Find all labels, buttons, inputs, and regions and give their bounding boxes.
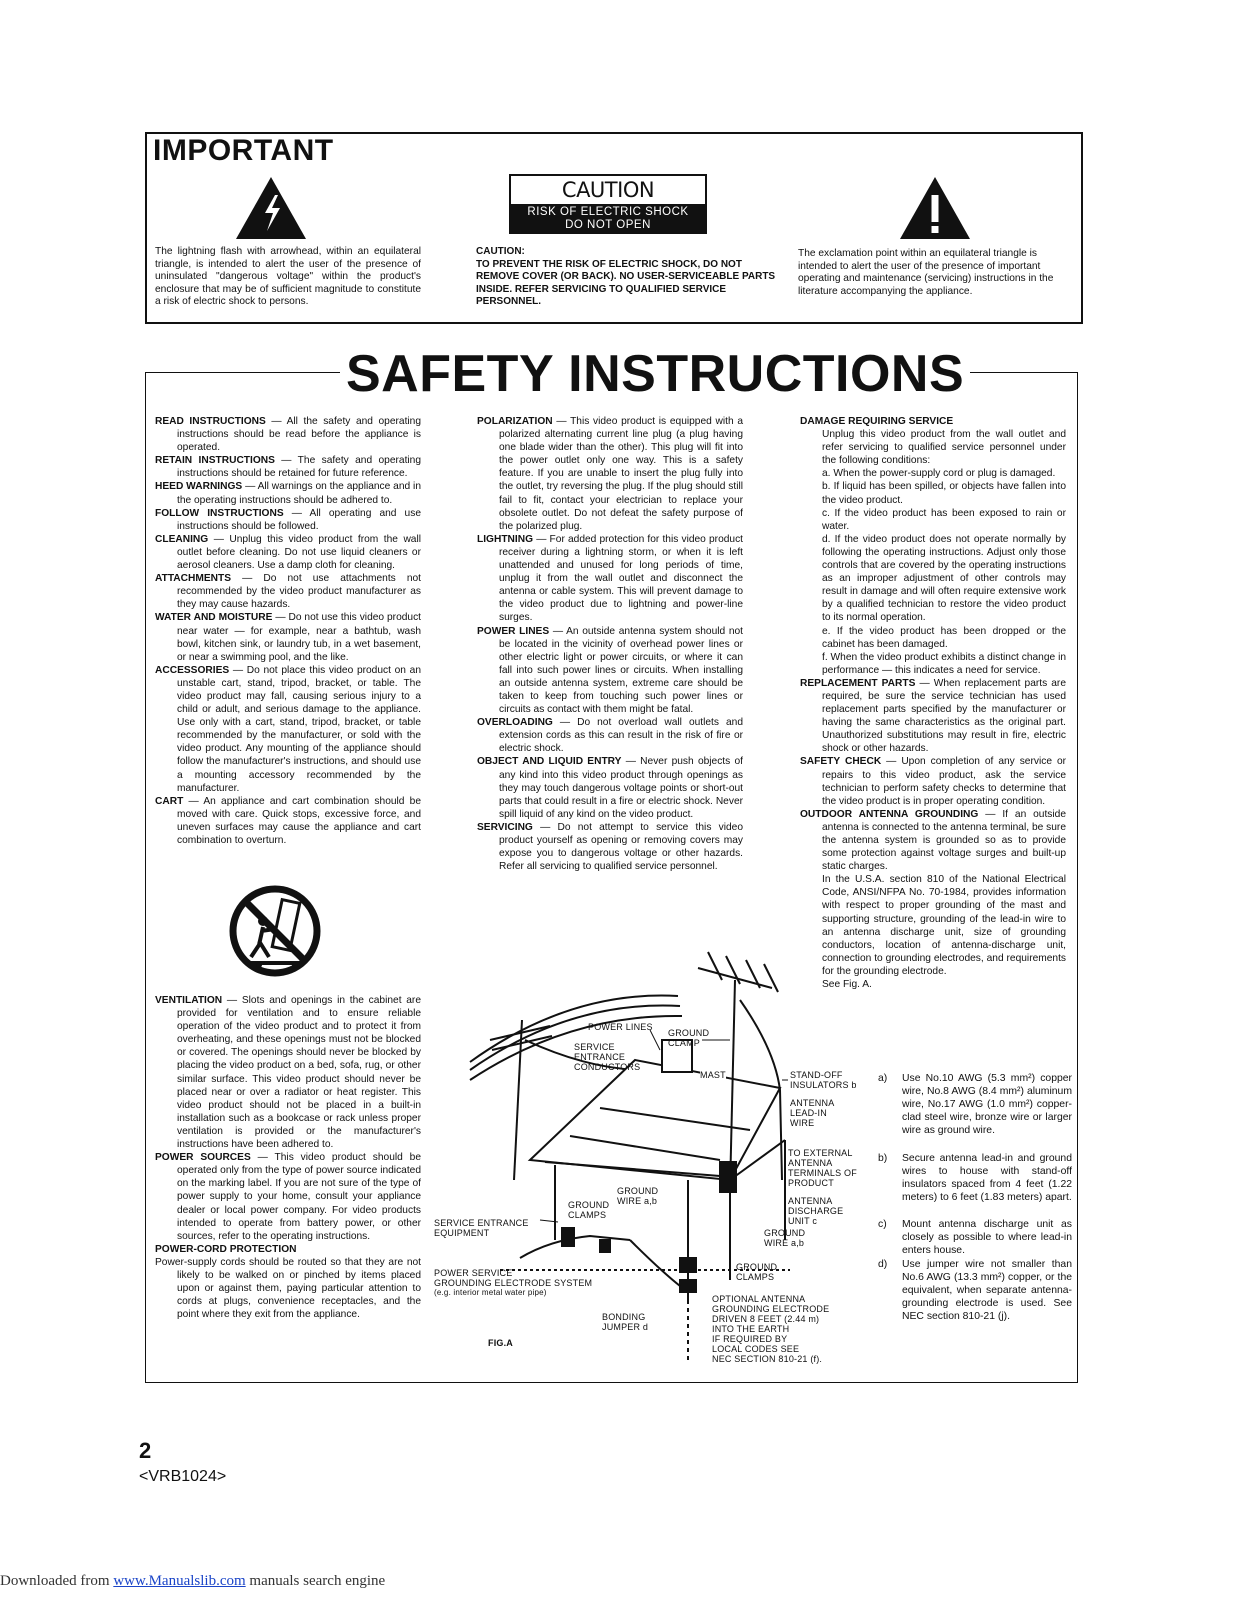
label-toext-line2: ANTENNA [788, 1158, 833, 1168]
instruction-paragraph [800, 507, 1066, 533]
note-d-letter: d) [878, 1259, 888, 1270]
caution-bar-line2: DO NOT OPEN [565, 219, 651, 231]
label-discharge-line1: ANTENNA [788, 1196, 833, 1206]
note-b-letter: b) [878, 1153, 888, 1164]
instruction-paragraph [477, 821, 743, 873]
label-ground-clamp-line1: GROUND [668, 1028, 710, 1038]
instruction-text: Power-supply cords should be routed so that they are not likely to be walked on or pinched by items placed upon or against them, paying particular attention to cords at plugs, convenience receptacles, and the point where they exit from the appliance. [155, 1256, 421, 1321]
label-discharge-line2: DISCHARGE [788, 1206, 844, 1216]
instruction-paragraph [800, 808, 1066, 873]
figure-caption: FIG.A [488, 1338, 513, 1348]
instruction-paragraph [155, 1243, 421, 1256]
safety-title: SAFETY INSTRUCTIONS [340, 344, 970, 404]
caution-body: TO PREVENT THE RISK OF ELECTRIC SHOCK, DO NOT REMOVE COVER (OR BACK). NO USER-SERVICEABLE PARTS INSIDE. REFER SERVICING TO QUALIFIED SERVICE PERSONNEL. [476, 258, 776, 308]
label-psg-line3: (e.g. interior metal water pipe) [434, 1288, 547, 1297]
caution-heading: CAUTION: [476, 246, 525, 257]
label-service-line3: CONDUCTORS [574, 1062, 641, 1072]
label-leadin-line2: LEAD-IN [790, 1108, 827, 1118]
label-groundclamps-line2: CLAMPS [568, 1210, 607, 1220]
instruction-paragraph [155, 611, 421, 663]
label-power-service-grounding [434, 1268, 592, 1298]
instruction-paragraph [155, 507, 421, 533]
label-ground-wire-2 [764, 1228, 805, 1248]
download-footer [0, 1573, 385, 1590]
exclamation-warning-icon [898, 175, 972, 241]
label-gclamps2-line1: GROUND [736, 1262, 778, 1272]
label-toext-line1: TO EXTERNAL [788, 1148, 853, 1158]
instruction-text: — Do not place this video product on an unstable cart, stand, tripod, bracket, or table. The video product may fall, causing serious injury to a child or adult, and serious damage to the appliance. Use only with a cart, stand, tripod, bracket, or table recommended by the manufacturer, or sold with the video product. Any mounting of the appliance should follow the manufacturer's instructions, and should use a mounting accessory recommended by the manufacturer. [177, 664, 421, 794]
instruction-text: — For added protection for this video product receiver during a lightning storm, or when it is left unattended and unused for long periods of time, unplug it from the wall outlet and disconnect the antenna or cable system. This will prevent damage to the video product due to lightning and power-line surges. [499, 533, 743, 624]
instruction-paragraph [477, 415, 743, 533]
label-mast: MAST [700, 1070, 726, 1080]
instruction-text: c. If the video product has been exposed to rain or water. [822, 507, 1066, 532]
instruction-paragraph [800, 467, 1066, 480]
label-gwire2-line1: GROUND [764, 1228, 806, 1238]
label-standoff-line1: STAND-OFF [790, 1070, 843, 1080]
label-optional-line4: INTO THE EARTH [712, 1324, 790, 1334]
frame-left [145, 372, 146, 1382]
instruction-text: — This video product is equipped with a polarized alternating current line plug (a plug having one blade wider than the other). This plug will fit into the power outlet only one way. This is a safety feature. If you are unable to insert the plug fully into the outlet, try reversing the plug. If the plug should still fail to fit, contact your electrician to replace your obsolete outlet. Do not defeat the safety purpose of the polarized plug. [499, 416, 743, 532]
title-rule-left [145, 372, 345, 373]
label-optional-line7: NEC SECTION 810-21 (f). [712, 1354, 823, 1364]
instruction-text: b. If liquid has been spilled, or objects have fallen into the video product. [822, 481, 1066, 506]
instruction-paragraph [800, 625, 1066, 651]
instruction-text: d. If the video product does not operate normally by following the operating instructions. Adjust only those controls that are covered by the operating instructions as an improper adjustment of other controls may result in damage and will often require extensive work by a qualified technician to restore the video product to its normal operation. [822, 533, 1066, 624]
instruction-text: — The safety and operating instructions should be retained for future reference. [177, 455, 421, 480]
caution-label: CAUTION [509, 174, 707, 206]
label-ground-clamps-2 [736, 1262, 777, 1282]
instruction-text: — Slots and openings in the cabinet are provided for ventilation and to ensure reliable operation of the video product and to protect it from overheating, and these openings must not be blocked or covered. The openings should never be blocked by placing the video product on a bed, sofa, rug, or other similar surface. This video product should never be placed near or over a radiator or heat register. This video product should not be placed in a built-in installation such as a bookcase or rack unless proper ventilation is provided or the manufacturer's instructions have been adhered to. [177, 995, 421, 1151]
instruction-heading: ACCESSORIES [155, 664, 230, 676]
label-optional-line6: LOCAL CODES SEE [712, 1344, 800, 1354]
instruction-heading: OUTDOOR ANTENNA GROUNDING [800, 808, 979, 820]
lightning-note: The lightning flash with arrowhead, within an equilateral triangle, is intended to alert the user of the presence of uninsulated "dangerous voltage" within the product's enclosure that may be of sufficient magnitude to constitute a risk of electric shock to persons. [155, 246, 421, 308]
instruction-heading: OBJECT AND LIQUID ENTRY [477, 756, 622, 768]
instruction-paragraph [800, 755, 1066, 807]
instruction-text: Unplug this video product from the wall outlet and refer servicing to qualified service personnel under the following conditions: [822, 429, 1066, 467]
label-service-entrance-conductors [574, 1042, 640, 1072]
instruction-heading: CLEANING [155, 533, 209, 545]
instruction-text: — All warnings on the appliance and in the operating instructions should be adhered to. [177, 481, 421, 506]
cart-tipover-warning-icon [229, 885, 321, 977]
label-svc-equip-line2: EQUIPMENT [434, 1228, 490, 1238]
label-svc-equip-line1: SERVICE ENTRANCE [434, 1218, 529, 1228]
column-1-bottom [155, 994, 421, 1321]
label-power-lines: POWER LINES [588, 1022, 653, 1032]
instruction-paragraph [477, 625, 743, 717]
instruction-paragraph [800, 677, 1066, 756]
footer-suffix: manuals search engine [245, 1573, 386, 1589]
frame-right [1077, 372, 1078, 1382]
instruction-heading: READ INSTRUCTIONS [155, 416, 266, 427]
instruction-text: — All the safety and operating instructions should be read before the appliance is operated. [177, 416, 421, 454]
instruction-paragraph [800, 415, 1066, 428]
instruction-paragraph [155, 664, 421, 795]
instruction-heading: RETAIN INSTRUCTIONS [155, 455, 275, 467]
label-service-equipment [434, 1218, 529, 1238]
label-optional-line1: OPTIONAL ANTENNA [712, 1294, 806, 1304]
instruction-heading: DAMAGE REQUIRING SERVICE [800, 416, 954, 427]
instruction-heading: CART [155, 795, 184, 807]
label-leadin-line3: WIRE [790, 1118, 815, 1128]
instruction-heading: REPLACEMENT PARTS [800, 677, 916, 689]
label-discharge-line3: UNIT c [788, 1216, 818, 1226]
instruction-text: See Fig. A. [822, 979, 872, 991]
note-a-text: Use No.10 AWG (5.3 mm²) copper wire, No.8 AWG (8.4 mm²) aluminum wire, No.17 AWG (1.0 mm²) copper-clad steel wire, bronze wire or larger wire as ground wire. [902, 1073, 1072, 1137]
label-leadin-line1: ANTENNA [790, 1098, 835, 1108]
note-b-text: Secure antenna lead-in and ground wires to house with stand-off insulators spaced from 4 feet (1.22 meters) to 6 feet (1.83 meters) apart. [902, 1153, 1072, 1204]
instruction-paragraph [800, 533, 1066, 625]
lightning-warning-icon [234, 175, 308, 241]
instruction-paragraph [800, 480, 1066, 506]
label-groundwire-line2: WIRE a,b [617, 1196, 658, 1206]
instruction-text: — All operating and use instructions should be followed. [177, 507, 421, 532]
label-ground-clamp [668, 1028, 709, 1048]
label-discharge-unit [788, 1196, 843, 1226]
label-service-line1: SERVICE [574, 1042, 615, 1052]
instruction-heading: FOLLOW INSTRUCTIONS [155, 507, 284, 519]
label-to-external [788, 1148, 857, 1188]
instruction-text: In the U.S.A. section 810 of the National Electrical Code, ANSI/NFPA No. 70-1984, provides information with respect to proper grounding of the mast and supporting structure, grounding of the lead-in wire to an antenna discharge unit, size of grounding conductors, location of antenna-discharge unit, connection to grounding electrodes, and requirements for the grounding electrode. [822, 874, 1066, 977]
instruction-paragraph [477, 533, 743, 625]
instruction-paragraph [155, 454, 421, 480]
label-ground-clamp-line2: CLAMP [668, 1038, 701, 1048]
caution-text-block [476, 246, 776, 309]
important-title: IMPORTANT [153, 134, 334, 167]
instruction-heading: POLARIZATION [477, 416, 553, 427]
note-c-letter: c) [878, 1219, 887, 1230]
label-gwire2-line2: WIRE a,b [764, 1238, 805, 1248]
instruction-text: — When replacement parts are required, be sure the service technician has used replacement parts specified by the manufacturer or having the same characteristics as the original part. Unauthorized substitutions may result in fire, electric shock or other hazards. [822, 677, 1066, 755]
label-bonding-jumper [602, 1312, 648, 1332]
instruction-heading: POWER LINES [477, 625, 550, 637]
label-optional-line2: GROUNDING ELECTRODE [712, 1304, 830, 1314]
label-optional-electrode [712, 1294, 829, 1364]
instruction-text: — An outside antenna system should not be located in the vicinity of overhead power lines or other electric light or power circuits, or where it can fall into such power lines or circuits. When installing an outside antenna system, extreme care should be taken to keep from touching such power lines or circuits as contact with them might be fatal. [499, 625, 743, 716]
label-leadin [790, 1098, 834, 1128]
column-1-top [155, 415, 421, 847]
instruction-paragraph [155, 1151, 421, 1243]
instruction-paragraph [155, 533, 421, 572]
instruction-paragraph [477, 755, 743, 820]
caution-bar-line1: RISK OF ELECTRIC SHOCK [527, 206, 689, 218]
label-service-line2: ENTRANCE [574, 1052, 626, 1062]
instruction-text: — This video product should be operated only from the type of power source indicated on the marking label. If you are not sure of the type of power supply to your home, consult your appliance dealer or local power company. For video products intended to operate from battery power, or other sources, refer to the operating instructions. [177, 1152, 422, 1242]
instruction-heading: ATTACHMENTS [155, 573, 232, 585]
exclamation-note: The exclamation point within an equilateral triangle is intended to alert the user of the presence of important operating and maintenance (servicing) instructions in the literature accompanying the appliance. [798, 248, 1054, 297]
instruction-text: — Do not use this video product near water — for example, near a bathtub, wash bowl, kitchen sink, or laundry tub, in a wet basement, or near a swimming pool, and the like. [177, 612, 421, 663]
label-gclamps2-line2: CLAMPS [736, 1272, 775, 1282]
instruction-heading: POWER SOURCES [155, 1152, 251, 1164]
label-bonding-line2: JUMPER d [602, 1322, 649, 1332]
label-psg-line1: POWER SERVICE [434, 1268, 513, 1278]
label-standoff [790, 1070, 857, 1090]
instruction-text: e. If the video product has been dropped or the cabinet has been damaged. [822, 625, 1066, 650]
label-ground-clamps [568, 1200, 609, 1220]
instruction-heading: VENTILATION [155, 995, 223, 1006]
instruction-text: — Upon completion of any service or repairs to this video product, ask the service technician to perform safety checks to determine that the video product is in proper operating condition. [822, 756, 1067, 807]
instruction-heading: OVERLOADING [477, 717, 553, 729]
instruction-text: — Do not overload wall outlets and extension cords as this can result in the risk of fire or electric shock. [499, 717, 743, 755]
label-groundclamps-line1: GROUND [568, 1200, 610, 1210]
instruction-paragraph [155, 1256, 421, 1321]
page-number: 2 [139, 1438, 152, 1463]
instruction-text: — Do not use attachments not recommended by the video product manufacturer as they may cause hazards. [177, 573, 421, 611]
label-optional-line5: IF REQUIRED BY [712, 1334, 788, 1344]
instruction-text: — Unplug this video product from the wall outlet before cleaning. Do not use liquid cleaners or aerosol cleaners. Use a damp cloth for cleaning. [177, 533, 421, 572]
instruction-heading: LIGHTNING [477, 533, 534, 545]
instruction-text: a. When the power-supply cord or plug is damaged. [822, 468, 1056, 480]
instruction-heading: POWER-CORD PROTECTION [155, 1243, 297, 1255]
note-c-text: Mount antenna discharge unit as closely as possible to where lead-in enters house. [902, 1219, 1072, 1257]
instruction-paragraph [155, 480, 421, 506]
note-a-letter: a) [878, 1073, 888, 1084]
instruction-heading: SERVICING [477, 821, 533, 833]
instruction-heading: WATER AND MOISTURE [155, 612, 273, 624]
instruction-heading: SAFETY CHECK [800, 756, 882, 768]
frame-bottom [145, 1382, 1078, 1383]
instruction-paragraph [800, 428, 1066, 467]
label-ground-wire [617, 1186, 658, 1206]
column-3 [800, 415, 1066, 991]
instruction-text: f. When the video product exhibits a distinct change in performance — this indicates a need for service. [822, 651, 1066, 676]
label-toext-line4: PRODUCT [788, 1178, 834, 1188]
instruction-heading: HEED WARNINGS [155, 481, 243, 493]
label-psg-line2: GROUNDING ELECTRODE SYSTEM [434, 1278, 593, 1288]
caution-bar [509, 204, 707, 234]
instruction-text: — If an outside antenna is connected to the antenna terminal, be sure the antenna system is grounded so as to provide some protection against voltage surges and built-up static charges. [822, 808, 1066, 873]
grounding-notes [878, 1072, 1072, 1342]
manualslib-link[interactable]: www.Manualslib.com [113, 1573, 246, 1589]
instruction-paragraph [155, 994, 421, 1151]
footer-prefix: Downloaded from [0, 1573, 114, 1589]
instruction-text: — An appliance and cart combination should be moved with care. Quick stops, excessive force, and uneven surfaces may cause the appliance and cart combination to overturn. [177, 795, 421, 846]
instruction-text: — Never push objects of any kind into this video product through openings as they may touch dangerous voltage points or short-out parts that could result in a fire or electric shock. Never spill liquid of any kind on the video product. [499, 756, 743, 820]
instruction-paragraph [800, 651, 1066, 677]
instruction-paragraph [155, 415, 421, 454]
label-groundwire-line1: GROUND [617, 1186, 659, 1196]
instruction-paragraph [155, 572, 421, 611]
instruction-paragraph [477, 716, 743, 755]
label-optional-line3: DRIVEN 8 FEET (2.44 m) [712, 1314, 820, 1324]
label-standoff-line2: INSULATORS b [790, 1080, 857, 1090]
column-2 [477, 415, 743, 873]
label-toext-line3: TERMINALS OF [788, 1168, 857, 1178]
label-bonding-line1: BONDING [602, 1312, 646, 1322]
model-code: <VRB1024> [139, 1468, 227, 1485]
note-d-text: Use jumper wire not smaller than No.6 AWG (13.3 mm²) copper, or the equivalent, when separate antenna-grounding electrode is used. See NEC section 810-21 (j). [902, 1259, 1072, 1323]
instruction-paragraph [155, 795, 421, 847]
instruction-text: — Do not attempt to service this video product yourself as opening or removing covers may expose you to dangerous voltage or other hazards. Refer all servicing to qualified service personnel. [499, 821, 743, 873]
